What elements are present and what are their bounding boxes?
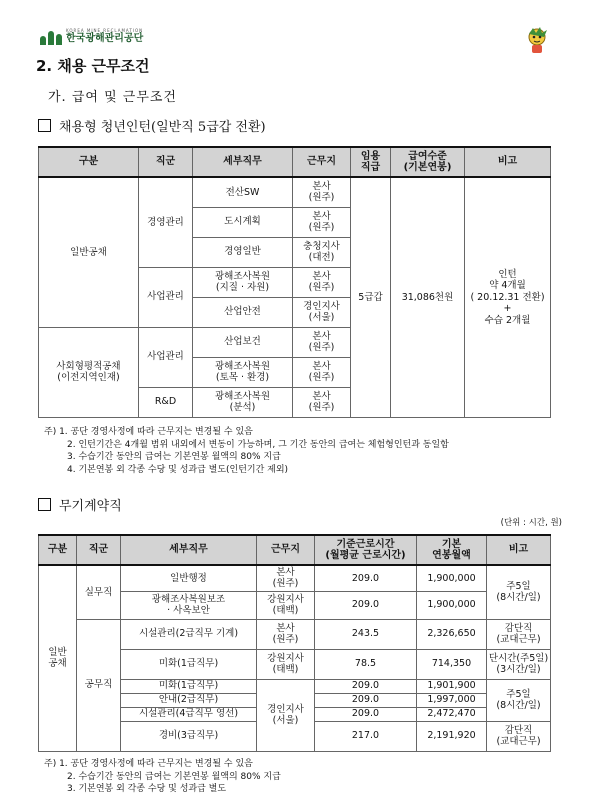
checkbox-square-icon [38,498,51,511]
place-cell: 본사 (원주) [293,267,351,297]
note-line: 3. 수습기간 동안의 급여는 기본연봉 월액의 80% 지급 [67,452,281,462]
remark-cell: 단시간(주5일) (3시간/일) [487,649,551,679]
section1-title-text: 채용형 청년인턴(일반직 5급갑 전환) [59,120,266,135]
notes2 [44,758,281,796]
grade-cell: 5급갑 [351,177,391,417]
place-cell: 본사 (원주) [257,565,315,591]
duty-cell: 미화(1급직무) [121,649,257,679]
checkbox-square-icon [38,119,51,132]
duty-cell: 산업보건 [193,327,293,357]
company-logo [40,28,143,45]
duty-cell: 시설관리(4급직무 영선) [121,707,257,721]
remark-cell: 인턴 약 4개월 ( 20.12.31 전환) + 수습 2개월 [465,177,551,417]
place-cell: 경인지사 (서울) [257,679,315,751]
note-line: 주) 1. 공단 경영사정에 따라 근무지는 변경될 수 있음 [44,427,253,437]
intern-table [38,146,551,418]
pay-cell: 1,900,000 [417,591,487,619]
header-category: 구분 [39,535,77,565]
note-line: 주) 1. 공단 경영사정에 따라 근무지는 변경될 수 있음 [44,759,253,769]
logo-small-text: KOREA MINE RECLAMATION [66,28,144,33]
place-cell: 경인지사 (서울) [293,297,351,327]
place-cell: 강원지사 (태백) [257,591,315,619]
remark-cell: 주5일 (8시간/일) [487,565,551,619]
header-duty: 세부직무 [121,535,257,565]
duty-cell: 미화(1급직무) [121,679,257,693]
hours-cell: 243.5 [315,619,417,649]
hours-cell: 209.0 [315,591,417,619]
header-place: 근무지 [257,535,315,565]
duty-cell: 산업안전 [193,297,293,327]
hours-cell: 209.0 [315,679,417,693]
duty-cell: 광해조사복원 (분석) [193,387,293,417]
group-general: 일반공채 [39,177,139,327]
pay-cell: 1,997,000 [417,693,487,707]
place-cell: 강원지사 (태백) [257,649,315,679]
header-cluster: 직군 [139,147,193,177]
duty-cell: 광해조사복원 (지질 · 자원) [193,267,293,297]
hours-cell: 209.0 [315,693,417,707]
cluster-rnd: R&D [139,387,193,417]
header-hours: 기준근로시간 (월평균 근로시간) [315,535,417,565]
pay-cell: 2,472,470 [417,707,487,721]
page-heading: 2. 채용 근무조건 [36,57,150,75]
pay-cell: 1,901,900 [417,679,487,693]
hours-cell: 78.5 [315,649,417,679]
duty-cell: 도시계획 [193,207,293,237]
note-line: 3. 기본연봉 외 각종 수당 및 성과급 별도 [67,784,227,794]
cluster-practical: 실무직 [77,565,121,619]
header-remark: 비고 [465,147,551,177]
duty-cell: 광해조사복원보조 · 사옥보안 [121,591,257,619]
place-cell: 본사 (원주) [257,619,315,649]
notes1 [44,426,449,476]
remark-cell: 감단직 (교대근무) [487,619,551,649]
header-cluster: 직군 [77,535,121,565]
section2-title-text: 무기계약직 [59,499,122,514]
duty-cell: 광해조사복원 (토목 · 환경) [193,357,293,387]
duty-cell: 경영일반 [193,237,293,267]
pay-cell: 1,900,000 [417,565,487,591]
cluster-biz: 사업관리 [139,327,193,387]
header-grade: 임용 직급 [351,147,391,177]
pay-cell: 714,350 [417,649,487,679]
place-cell: 본사 (원주) [293,327,351,357]
duty-cell: 시설관리(2급직무 기계) [121,619,257,649]
header-pay: 기본 연봉월액 [417,535,487,565]
remark-cell: 주5일 (8시간/일) [487,679,551,721]
hours-cell: 209.0 [315,707,417,721]
place-cell: 충청지사 (대전) [293,237,351,267]
hours-cell: 209.0 [315,565,417,591]
pay-cell: 2,191,920 [417,721,487,751]
logo-mark-icon [40,31,62,45]
remark-cell: 감단직 (교대근무) [487,721,551,751]
duty-cell: 전산SW [193,177,293,207]
header-remark: 비고 [487,535,551,565]
place-cell: 본사 (원주) [293,177,351,207]
pay-cell: 2,326,650 [417,619,487,649]
place-cell: 본사 (원주) [293,207,351,237]
section1-title [38,116,266,135]
group-social: 사회형평적공채 (이전지역인재) [39,327,139,417]
cluster-mgmt: 경영관리 [139,177,193,267]
group-general: 일반 공채 [39,565,77,751]
mascot-icon [524,26,550,54]
note-line: 2. 수습기간 동안의 급여는 기본연봉 월액의 80% 지급 [67,771,281,782]
header-category: 구분 [39,147,139,177]
duty-cell: 안내(2급직무) [121,693,257,707]
duty-cell: 경비(3급직무) [121,721,257,751]
duty-cell: 일반행정 [121,565,257,591]
place-cell: 본사 (원주) [293,387,351,417]
note-line: 4. 기본연봉 외 각종 수당 및 성과급 별도(인턴기간 제외) [67,464,289,475]
header-place: 근무지 [293,147,351,177]
header-duty: 세부직무 [193,147,293,177]
note-line: 2. 인턴기간은 4개월 범위 내외에서 변동이 가능하며, 그 기간 동안의 급여는 체험형인턴과 동일함 [67,439,449,450]
section2-title [38,495,122,514]
salary-cell: 31,086천원 [391,177,465,417]
hours-cell: 217.0 [315,721,417,751]
cluster-public: 공무직 [77,619,121,751]
place-cell: 본사 (원주) [293,357,351,387]
cluster-biz: 사업관리 [139,267,193,327]
logo-name: 한국광해관리공단 [66,33,144,44]
contract-table [38,534,551,752]
header-salary: 급여수준 (기본연봉) [391,147,465,177]
unit-label: (단위 : 시간, 원) [500,518,562,528]
subheading: 가. 급여 및 근무조건 [48,90,177,105]
